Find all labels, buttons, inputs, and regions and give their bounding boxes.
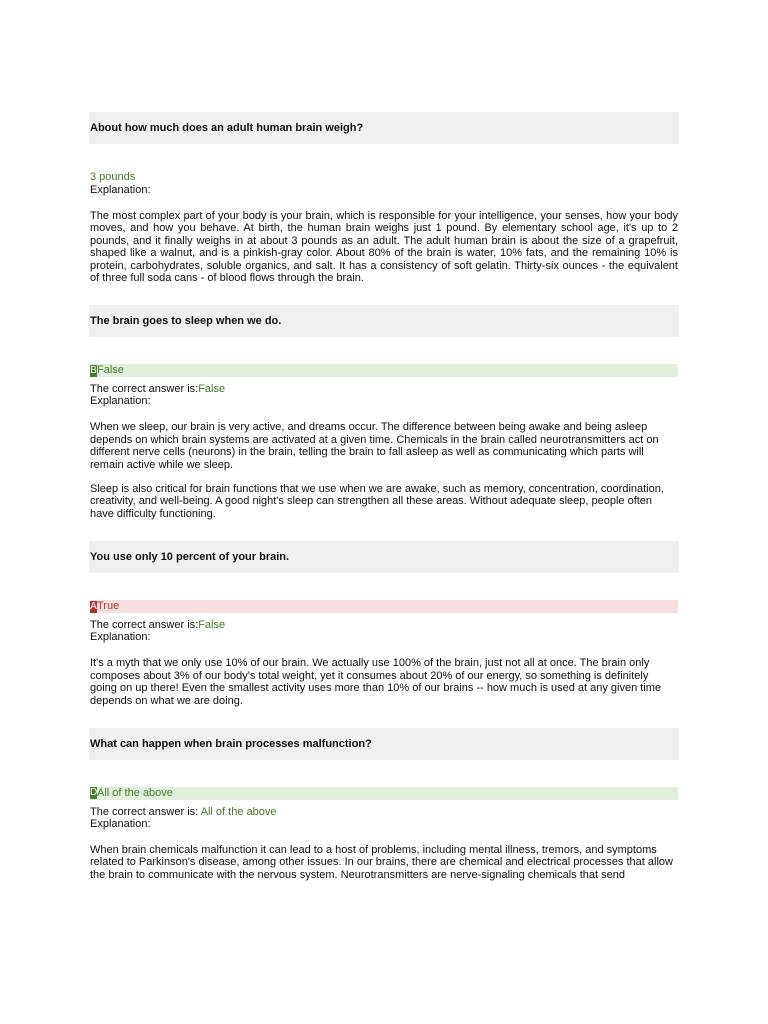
correct-answer-value: All of the above (200, 805, 277, 818)
correct-answer-line-2 (90, 383, 678, 395)
correct-answer-line-4 (90, 806, 678, 818)
quiz-document (90, 112, 678, 881)
choice-text: True (97, 600, 120, 613)
choice-letter-badge: D (90, 787, 98, 799)
explanation-text-2a: When we sleep, our brain is very active, and dreams occur. The difference between being awake and being asleep depends on which brain systems are activated at a given time. Chemicals in the brain called neurotransmitters act on different nerve cells (neurons) in the brain, telling the brain to fall asleep as well as communicating which parts will remain active while we sleep. (90, 421, 659, 471)
choice-letter-badge: A (90, 600, 97, 612)
explanation-label-4: Explanation: (90, 817, 151, 830)
selected-answer-2 (90, 364, 678, 377)
correct-answer-line-3 (90, 619, 678, 631)
correct-answer-prefix: The correct answer is: (90, 619, 199, 632)
correct-answer-prefix: The correct answer is: (90, 383, 199, 396)
explanation-text-4: When brain chemicals malfunction it can lead to a host of problems, including mental illness, tremors, and symptoms related to Parkinson's disease, among other issues. In our brains, there are chemical and electrical processes that allow the brain to communicate with the nervous system. Neurotransmitters are nerve-signaling chemicals that send (90, 843, 673, 881)
selected-answer-4 (90, 787, 678, 800)
choice-letter-badge: B (90, 364, 97, 376)
explanation-text-1: The most complex part of your body is your brain, which is responsible for your intelligence, your senses, how your body moves, and how you behave. At birth, the human brain weighs just 1 pound. By elementary school age, it's up to 2 pounds, and it finally weighs in at about 3 pounds as an adult. The adult human brain is about the size of a grapefruit, shaped like a walnut, and is a pinkish-gray color. About 80% of the brain is water, 10% fats, and the remaining 10% is protein, carbohydrates, soluble organics, and salt. It has a consistency of soft gelatin. Thirty-six ounces - the equivalent of three full soda cans - of blood flows through the brain. (90, 210, 678, 285)
correct-answer-value: False (198, 383, 226, 396)
correct-answer-value: False (198, 619, 226, 632)
question-1: About how much does an adult human brain weigh? (89, 112, 679, 144)
selected-answer-3 (90, 600, 678, 613)
explanation-text-3: It's a myth that we only use 10% of our brain. We actually use 100% of the brain, just not all at once. The brain only composes about 3% of our body's total weight, yet it consumes about 20% of our energy, so something is definitely going on up there! Even the smallest activity uses more than 10% of our brains -- how much is used at any given time depends on what we are doing. (90, 657, 662, 707)
question-4: What can happen when brain processes malfunction? (89, 728, 679, 760)
explanation-label-3: Explanation: (90, 631, 151, 644)
choice-text: All of the above (97, 786, 173, 799)
correct-answer-prefix: The correct answer is: (90, 805, 201, 818)
question-3: You use only 10 percent of your brain. (89, 541, 679, 573)
question-2: The brain goes to sleep when we do. (89, 305, 679, 337)
explanation-label-2: Explanation: (90, 395, 151, 408)
choice-text: False (97, 364, 124, 377)
explanation-text-2b: Sleep is also critical for brain functions that we use when we are awake, such as memory, concentration, coordination, creativity, and well-being. A good night's sleep can strengthen all these areas. Without adequate sleep, people often have difficulty functioning. (90, 483, 664, 520)
explanation-label-1: Explanation: (90, 184, 151, 196)
answer-1: 3 pounds (90, 171, 136, 183)
